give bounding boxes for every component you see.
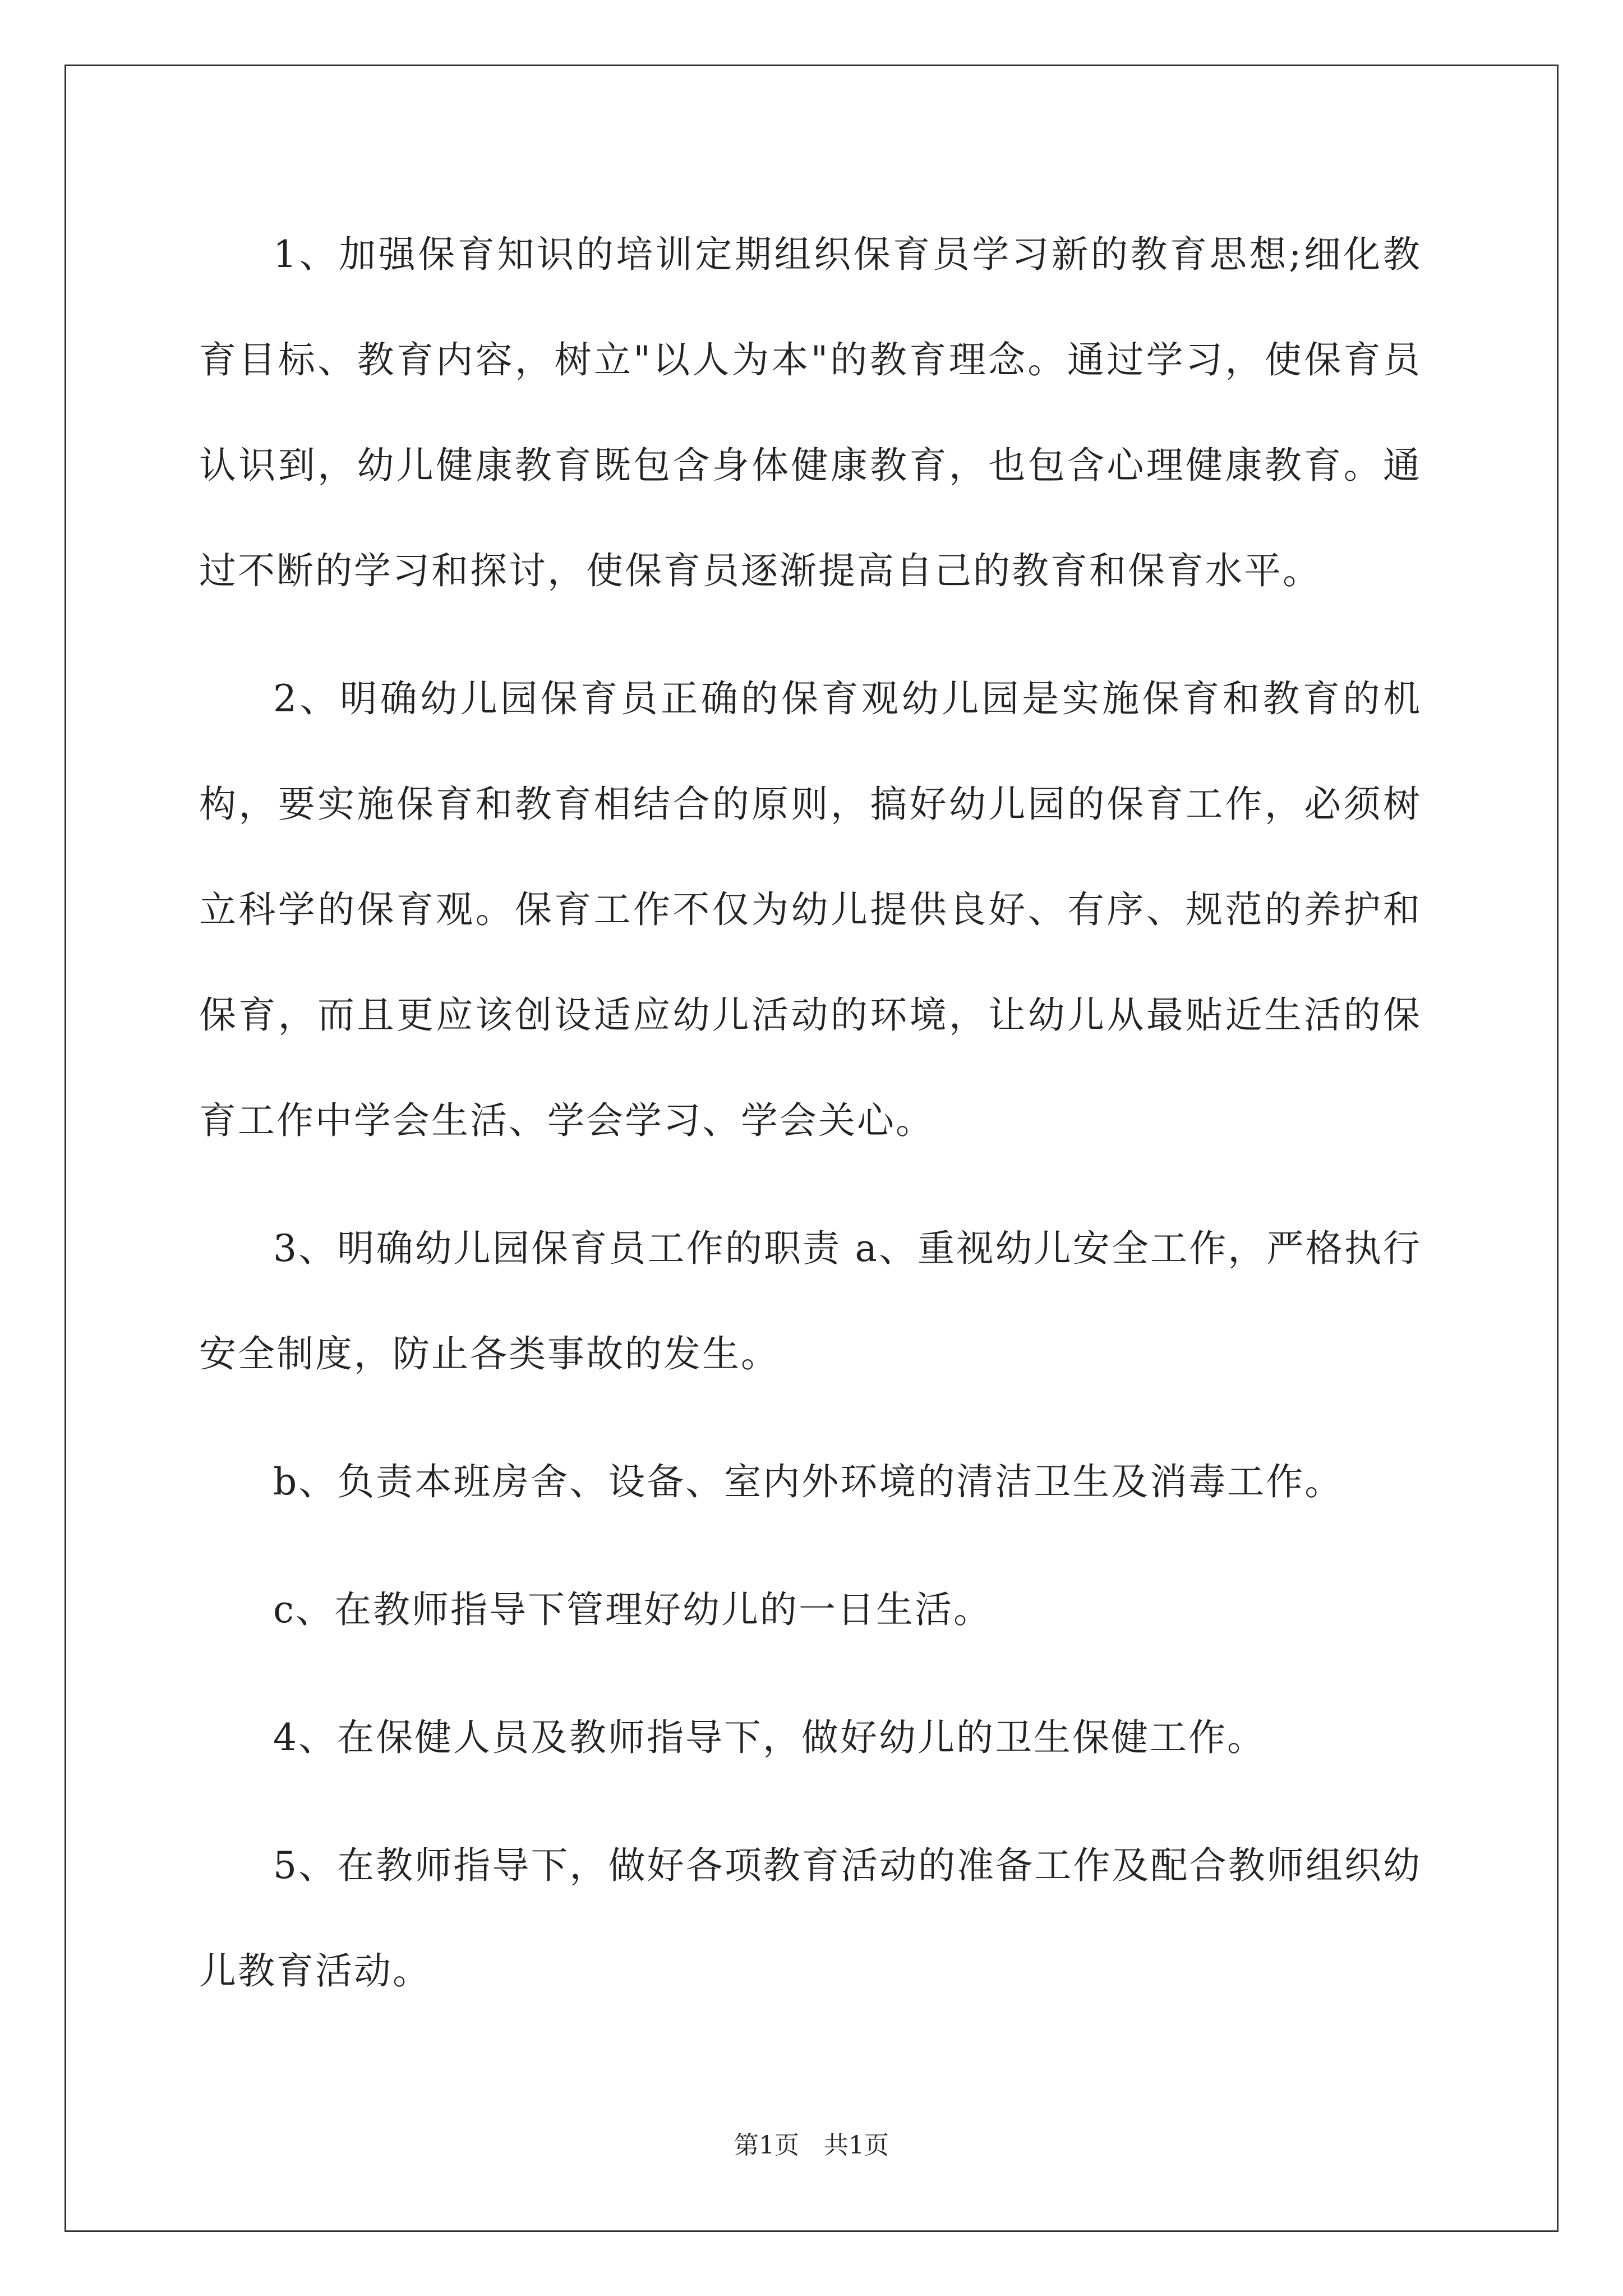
paragraph-5: 5、在教师指导下，做好各项教育活动的准备工作及配合教师组织幼儿教育活动。 <box>199 1844 1422 1993</box>
paragraph-4: 4、在保健人员及教师指导下，做好幼儿的卫生保健工作。 <box>273 1716 1266 1759</box>
page-total: 共1页 <box>824 2131 889 2160</box>
document-body <box>199 202 1422 2046</box>
page-footer <box>0 2129 1623 2162</box>
paragraph-2: 2、明确幼儿园保育员正确的保育观幼儿园是实施保育和教育的机构，要实施保育和教育相结合的原则，搞好幼儿园的保育工作，必须树立科学的保育观。保育工作不仅为幼儿提供良好、有序、规范的养护和保育，而且更应该创设适应幼儿活动的环境，让幼儿从最贴近生活的保育工作中学会生活、学会学习、学会关心。 <box>199 677 1422 1142</box>
paragraph-3b: b、负责本班房舍、设备、室内外环境的清洁卫生及消毒工作。 <box>273 1460 1344 1503</box>
paragraph-1: 1、加强保育知识的培训定期组织保育员学习新的教育思想;细化教育目标、教育内容，树立"以人为本"的教育理念。通过学习，使保育员认识到，幼儿健康教育既包含身体健康教育，也包含心理健康教育。通过不断的学习和探讨，使保育员逐渐提高自己的教育和保育水平。 <box>199 233 1422 592</box>
paragraph-3c: c、在教师指导下管理好幼儿的一日生活。 <box>273 1588 992 1631</box>
paragraph-3: 3、明确幼儿园保育员工作的职责 a、重视幼儿安全工作，严格执行安全制度，防止各类事故的发生。 <box>199 1227 1422 1375</box>
page-number: 第1页 <box>734 2131 799 2160</box>
